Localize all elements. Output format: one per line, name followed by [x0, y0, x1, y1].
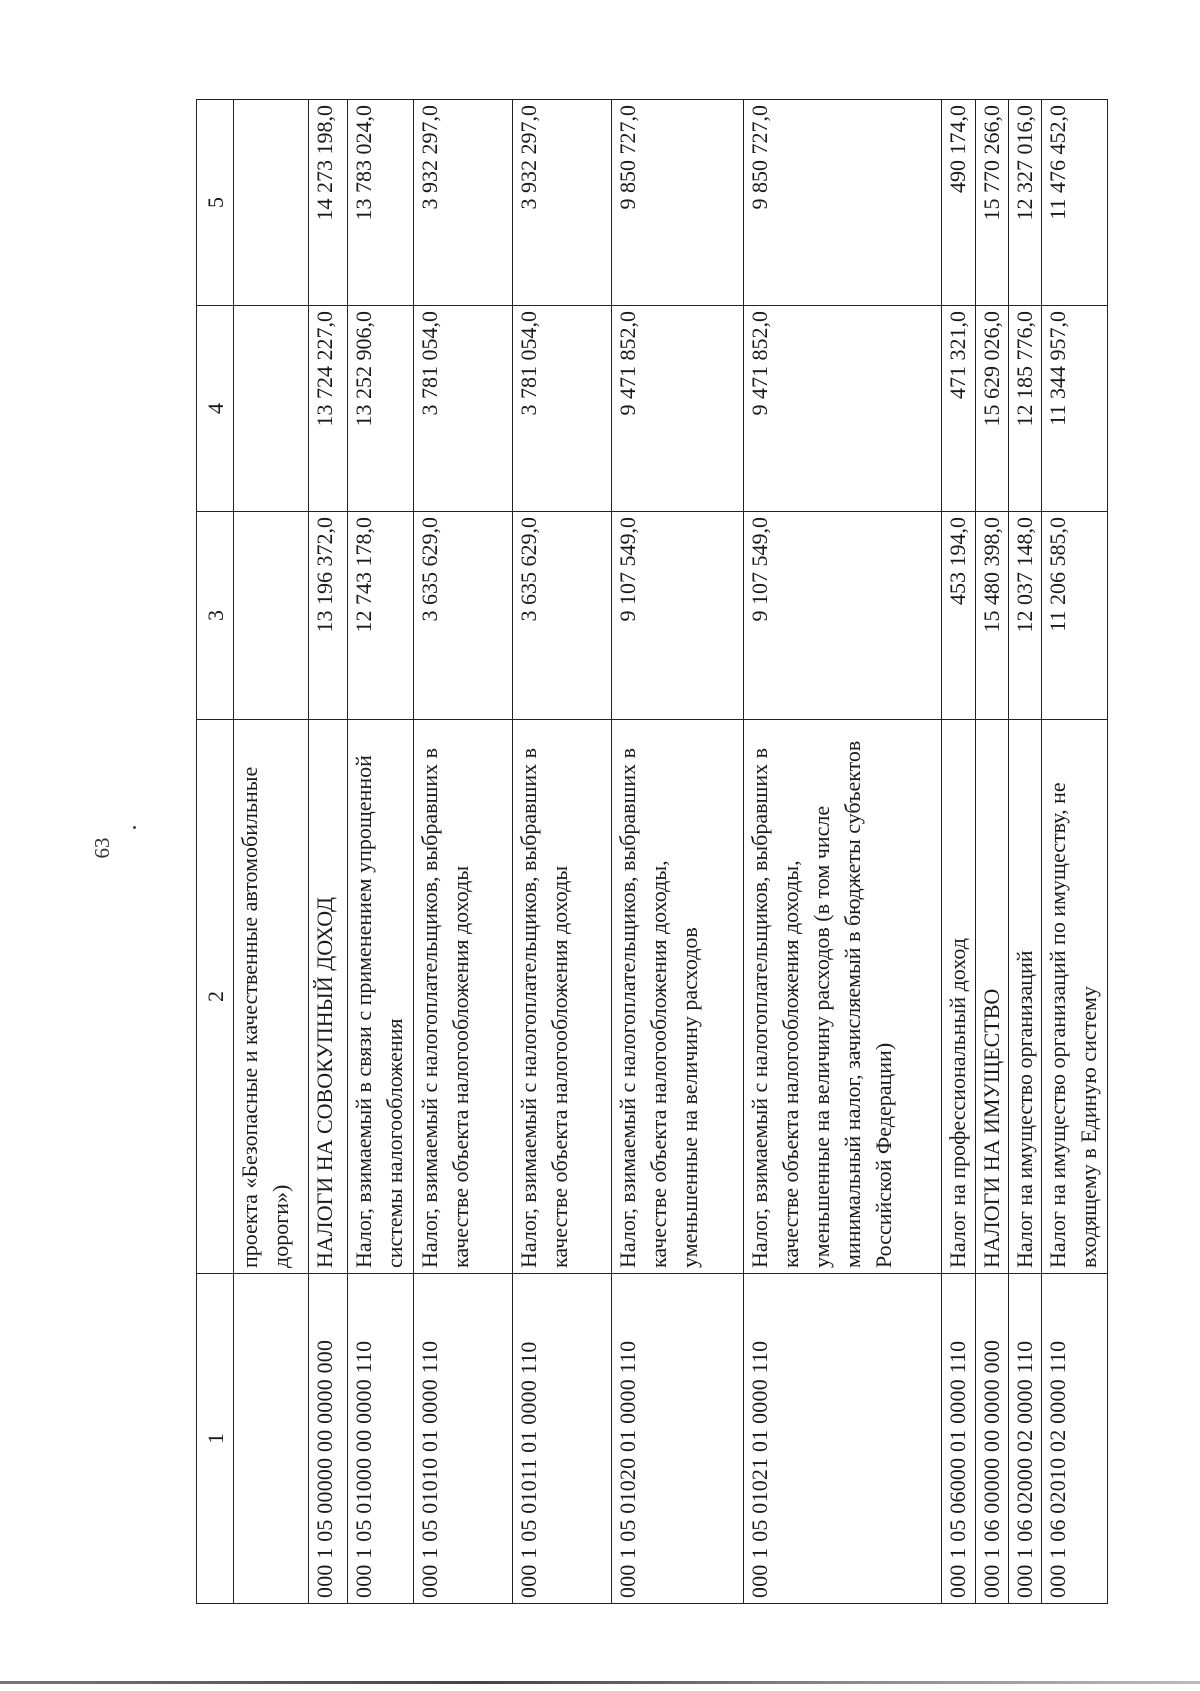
table-row — [744, 100, 942, 1604]
name-cell: Налог, взимаемый с налогоплательщиков, выбравших в качестве объекта налогообложения доходы — [414, 720, 513, 1274]
value-cell-5: 9 850 727,0 — [612, 100, 744, 306]
value-cell-3: 453 194,0 — [942, 512, 975, 720]
page-number: 63 — [90, 837, 114, 859]
table-row — [975, 100, 1008, 1604]
table-row — [612, 100, 744, 1604]
value-cell-3: 13 196 372,0 — [309, 512, 348, 720]
revenue-table — [196, 99, 1108, 1604]
value-cell-3: 9 107 549,0 — [744, 512, 942, 720]
code-cell: 000 1 05 01010 01 0000 110 — [414, 1274, 513, 1604]
scan-speck — [133, 826, 136, 829]
code-cell — [234, 1274, 309, 1604]
value-cell-3: 15 480 398,0 — [975, 512, 1008, 720]
code-cell: 000 1 05 06000 01 0000 110 — [942, 1274, 975, 1604]
value-cell-3 — [234, 512, 309, 720]
value-cell-3: 3 635 629,0 — [414, 512, 513, 720]
code-cell: 000 1 06 02000 02 0000 110 — [1008, 1274, 1041, 1604]
value-cell-4: 3 781 054,0 — [414, 306, 513, 512]
revenue-table-wrapper — [196, 100, 1108, 1604]
header-col-2: 2 — [197, 720, 234, 1274]
value-cell-3: 12 743 178,0 — [347, 512, 414, 720]
table-row — [1008, 100, 1041, 1604]
value-cell-4: 13 252 906,0 — [347, 306, 414, 512]
code-cell: 000 1 05 00000 00 0000 000 — [309, 1274, 348, 1604]
value-cell-4: 9 471 852,0 — [612, 306, 744, 512]
code-cell: 000 1 05 01020 01 0000 110 — [612, 1274, 744, 1604]
name-cell: НАЛОГИ НА СОВОКУПНЫЙ ДОХОД — [309, 720, 348, 1274]
value-cell-4: 11 344 957,0 — [1042, 306, 1108, 512]
value-cell-5: 3 932 297,0 — [414, 100, 513, 306]
value-cell-4: 3 781 054,0 — [513, 306, 612, 512]
code-cell: 000 1 05 01011 01 0000 110 — [513, 1274, 612, 1604]
header-col-4: 4 — [197, 306, 234, 512]
value-cell-4: 471 321,0 — [942, 306, 975, 512]
value-cell-5: 3 932 297,0 — [513, 100, 612, 306]
name-cell: Налог, взимаемый с налогоплательщиков, выбравших в качестве объекта налогообложения доходы, уменьшенные на величину расходов — [612, 720, 744, 1274]
code-cell: 000 1 05 01000 00 0000 110 — [347, 1274, 414, 1604]
scan-edge-line — [0, 1681, 1200, 1684]
value-cell-5: 9 850 727,0 — [744, 100, 942, 306]
value-cell-4: 9 471 852,0 — [744, 306, 942, 512]
value-cell-3: 11 206 585,0 — [1042, 512, 1108, 720]
header-col-3: 3 — [197, 512, 234, 720]
value-cell-5: 13 783 024,0 — [347, 100, 414, 306]
value-cell-5 — [234, 100, 309, 306]
code-cell: 000 1 05 01021 01 0000 110 — [744, 1274, 942, 1604]
header-col-5: 5 — [197, 100, 234, 306]
table-row — [347, 100, 414, 1604]
code-cell: 000 1 06 02010 02 0000 110 — [1042, 1274, 1108, 1604]
table-row — [234, 100, 309, 1604]
value-cell-4: 13 724 227,0 — [309, 306, 348, 512]
name-cell: Налог, взимаемый с налогоплательщиков, выбравших в качестве объекта налогообложения доходы — [513, 720, 612, 1274]
value-cell-5: 12 327 016,0 — [1008, 100, 1041, 306]
value-cell-5: 14 273 198,0 — [309, 100, 348, 306]
table-row — [942, 100, 975, 1604]
table-row — [414, 100, 513, 1604]
name-cell: проекта «Безопасные и качественные автомобильные дороги») — [234, 720, 309, 1274]
value-cell-3: 12 037 148,0 — [1008, 512, 1041, 720]
code-cell: 000 1 06 00000 00 0000 000 — [975, 1274, 1008, 1604]
name-cell: Налог, взимаемый в связи с применением упрощенной системы налогообложения — [347, 720, 414, 1274]
name-cell: Налог на профессиональный доход — [942, 720, 975, 1274]
table-row — [309, 100, 348, 1604]
table-row — [513, 100, 612, 1604]
name-cell: НАЛОГИ НА ИМУЩЕСТВО — [975, 720, 1008, 1274]
value-cell-4: 12 185 776,0 — [1008, 306, 1041, 512]
value-cell-5: 15 770 266,0 — [975, 100, 1008, 306]
value-cell-5: 490 174,0 — [942, 100, 975, 306]
value-cell-3: 9 107 549,0 — [612, 512, 744, 720]
name-cell: Налог, взимаемый с налогоплательщиков, выбравших в качестве объекта налогообложения доходы, уменьшенные на величину расходов (в том числе минимальный налог, зачисляемый в бюджеты субъектов Российской Федерации) — [744, 720, 942, 1274]
header-col-1: 1 — [197, 1274, 234, 1604]
value-cell-4: 15 629 026,0 — [975, 306, 1008, 512]
value-cell-3: 3 635 629,0 — [513, 512, 612, 720]
value-cell-4 — [234, 306, 309, 512]
name-cell: Налог на имущество организаций по имуществу, не входящему в Единую систему — [1042, 720, 1108, 1274]
name-cell: Налог на имущество организаций — [1008, 720, 1041, 1274]
header-row — [197, 100, 234, 1604]
table-row — [1042, 100, 1108, 1604]
value-cell-5: 11 476 452,0 — [1042, 100, 1108, 306]
